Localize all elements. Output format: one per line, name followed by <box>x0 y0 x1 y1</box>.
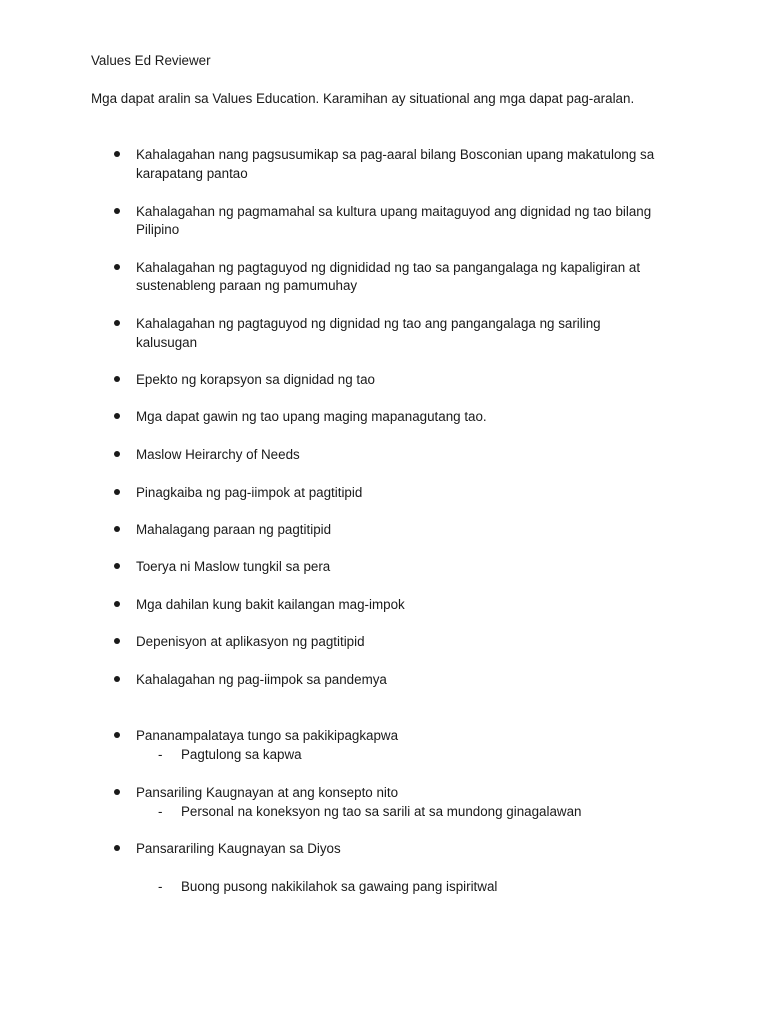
sub-list-item-text: Personal na koneksyon ng tao sa sarili at sa mundong ginagalawan <box>181 804 582 819</box>
list-item-line: sustenableng paraan ng pamumuhay <box>136 278 358 293</box>
bullet-icon <box>114 789 120 795</box>
sub-list-item-text: Pagtulong sa kapwa <box>181 747 302 762</box>
bullet-icon <box>114 563 120 569</box>
bullet-icon <box>114 376 120 382</box>
list-item-line: Kahalagahan ng pagtaguyod ng dignididad ng tao sa pangangalaga ng kapaligiran at <box>136 260 641 275</box>
list-item-line: Pilipino <box>136 222 180 237</box>
list-item-line: Kahalagahan nang pagsusumikap sa pag-aaral bilang Bosconian upang makatulong sa <box>136 147 655 162</box>
list-item-line: Kahalagahan ng pag-iimpok sa pandemya <box>136 672 387 687</box>
sub-list-item-text: Buong pusong nakikilahok sa gawaing pang ispiritwal <box>181 879 498 894</box>
list-item-line: Pinagkaiba ng pag-iimpok at pagtitipid <box>136 485 363 500</box>
bullet-icon <box>114 676 120 682</box>
list-item-line: Pananampalataya tungo sa pakikipagkapwa <box>136 728 399 743</box>
bullet-icon <box>114 151 120 157</box>
bullet-icon <box>114 413 120 419</box>
list-item-line: Mahalagang paraan ng pagtitipid <box>136 522 332 537</box>
bullet-icon <box>114 320 120 326</box>
bullet-icon <box>114 845 120 851</box>
bullet-icon <box>114 601 120 607</box>
document-title: Values Ed Reviewer <box>91 53 211 68</box>
dash-marker: - <box>158 747 163 762</box>
bullet-icon <box>114 264 120 270</box>
bullet-icon <box>114 638 120 644</box>
dash-marker: - <box>158 879 163 894</box>
bullet-icon <box>114 732 120 738</box>
bullet-icon <box>114 451 120 457</box>
list-item-line: Kahalagahan ng pagmamahal sa kultura upang maitaguyod ang dignidad ng tao bilang <box>136 204 652 219</box>
bullet-icon <box>114 489 120 495</box>
list-item-line: Mga dapat gawin ng tao upang maging mapanagutang tao. <box>136 409 487 424</box>
list-item-line: Toerya ni Maslow tungkil sa pera <box>136 559 331 574</box>
list-item-line: kalusugan <box>136 335 198 350</box>
bullet-icon <box>114 526 120 532</box>
list-item-line: Mga dahilan kung bakit kailangan mag-impok <box>136 597 405 612</box>
list-item-line: Pansariling Kaugnayan at ang konsepto nito <box>136 785 399 800</box>
dash-marker: - <box>158 804 163 819</box>
list-item-line: Maslow Heirarchy of Needs <box>136 447 300 462</box>
list-item-line: Pansarariling Kaugnayan sa Diyos <box>136 841 341 856</box>
list-item-line: Kahalagahan ng pagtaguyod ng dignidad ng tao ang pangangalaga ng sariling <box>136 316 601 331</box>
list-item-line: Epekto ng korapsyon sa dignidad ng tao <box>136 372 375 387</box>
list-item-line: Depenisyon at aplikasyon ng pagtitipid <box>136 634 365 649</box>
bullet-icon <box>114 208 120 214</box>
list-item-line: karapatang pantao <box>136 166 248 181</box>
intro-paragraph: Mga dapat aralin sa Values Education. Karamihan ay situational ang mga dapat pag-aralan. <box>91 91 635 106</box>
